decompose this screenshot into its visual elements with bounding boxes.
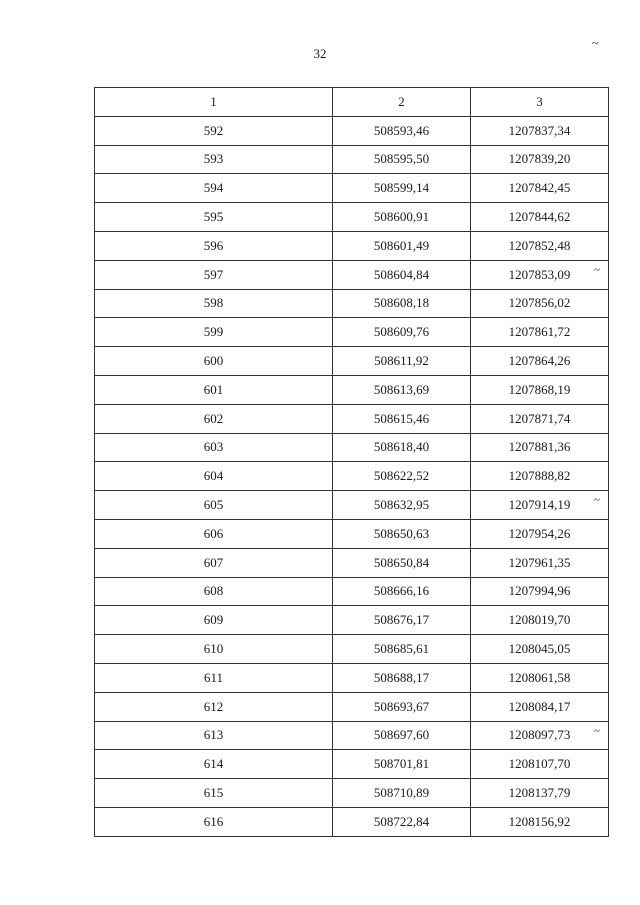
table-row xyxy=(95,145,609,174)
point-number-cell: 599 xyxy=(95,318,333,347)
y-coordinate-value: 1207871,74 xyxy=(508,410,571,426)
x-coordinate-cell: 508604,84 xyxy=(333,260,471,289)
x-coordinate-cell: 508593,46 xyxy=(333,116,471,145)
table-row xyxy=(95,462,609,491)
table-row xyxy=(95,721,609,750)
x-coordinate-cell: 508615,46 xyxy=(333,404,471,433)
y-coordinate-cell xyxy=(471,721,609,750)
point-number-cell: 594 xyxy=(95,174,333,203)
x-coordinate-cell: 508722,84 xyxy=(333,807,471,836)
y-coordinate-cell xyxy=(471,375,609,404)
x-coordinate-cell: 508701,81 xyxy=(333,750,471,779)
point-number-cell: 615 xyxy=(95,779,333,808)
y-coordinate-cell xyxy=(471,462,609,491)
point-number-cell: 610 xyxy=(95,635,333,664)
y-coordinate-cell xyxy=(471,203,609,232)
y-coordinate-cell xyxy=(471,750,609,779)
x-coordinate-cell: 508595,50 xyxy=(333,145,471,174)
y-coordinate-value: 1207842,45 xyxy=(508,180,571,196)
x-coordinate-cell: 508666,16 xyxy=(333,577,471,606)
coordinates-table xyxy=(94,87,609,837)
y-coordinate-value: 1207954,26 xyxy=(508,525,571,541)
table-row xyxy=(95,577,609,606)
point-number-cell: 598 xyxy=(95,289,333,318)
y-coordinate-value: 1207853,09 xyxy=(508,266,571,282)
y-coordinate-value: 1207914,19 xyxy=(508,497,571,513)
check-mark: ~ xyxy=(594,494,600,507)
page-number: 32 xyxy=(313,46,327,61)
y-coordinate-value: 1207994,96 xyxy=(508,583,571,599)
y-coordinate-cell xyxy=(471,692,609,721)
table-row xyxy=(95,404,609,433)
corner-mark: ~ xyxy=(592,36,599,50)
point-number-cell: 611 xyxy=(95,663,333,692)
x-coordinate-cell: 508609,76 xyxy=(333,318,471,347)
y-coordinate-cell xyxy=(471,663,609,692)
x-coordinate-cell: 508693,67 xyxy=(333,692,471,721)
table-row xyxy=(95,260,609,289)
table-row xyxy=(95,375,609,404)
table-row xyxy=(95,433,609,462)
table-row xyxy=(95,231,609,260)
x-coordinate-cell: 508710,89 xyxy=(333,779,471,808)
y-coordinate-value: 1208097,73 xyxy=(508,727,571,743)
x-coordinate-cell: 508685,61 xyxy=(333,635,471,664)
y-coordinate-cell xyxy=(471,231,609,260)
x-coordinate-cell: 508600,91 xyxy=(333,203,471,232)
y-coordinate-value: 1207852,48 xyxy=(508,237,571,253)
y-coordinate-value: 1208156,92 xyxy=(508,813,571,829)
y-coordinate-value: 1208107,70 xyxy=(508,756,571,772)
table-header-row xyxy=(95,88,609,117)
point-number-cell: 608 xyxy=(95,577,333,606)
point-number-cell: 606 xyxy=(95,519,333,548)
y-coordinate-cell xyxy=(471,577,609,606)
y-coordinate-value: 1207837,34 xyxy=(508,122,571,138)
y-coordinate-cell xyxy=(471,260,609,289)
point-number-cell: 605 xyxy=(95,491,333,520)
point-number-cell: 607 xyxy=(95,548,333,577)
y-coordinate-value: 1208019,70 xyxy=(508,612,571,628)
y-coordinate-cell xyxy=(471,606,609,635)
x-coordinate-cell: 508611,92 xyxy=(333,347,471,376)
y-coordinate-cell xyxy=(471,635,609,664)
x-coordinate-cell: 508650,63 xyxy=(333,519,471,548)
point-number-cell: 596 xyxy=(95,231,333,260)
table-row xyxy=(95,289,609,318)
y-coordinate-cell xyxy=(471,289,609,318)
y-coordinate-value: 1207856,02 xyxy=(508,295,571,311)
y-coordinate-value: 1207844,62 xyxy=(508,209,571,225)
table-row xyxy=(95,663,609,692)
table-row xyxy=(95,635,609,664)
x-coordinate-cell: 508622,52 xyxy=(333,462,471,491)
point-number-cell: 597 xyxy=(95,260,333,289)
check-mark: ~ xyxy=(594,263,600,276)
x-coordinate-cell: 508676,17 xyxy=(333,606,471,635)
y-coordinate-cell xyxy=(471,318,609,347)
y-coordinate-value: 1208045,05 xyxy=(508,641,571,657)
y-coordinate-cell xyxy=(471,519,609,548)
y-coordinate-value: 1208137,79 xyxy=(508,785,571,801)
y-coordinate-value: 1207861,72 xyxy=(508,324,571,340)
y-coordinate-cell xyxy=(471,548,609,577)
y-coordinate-cell xyxy=(471,433,609,462)
x-coordinate-cell: 508697,60 xyxy=(333,721,471,750)
point-number-cell: 592 xyxy=(95,116,333,145)
point-number-cell: 604 xyxy=(95,462,333,491)
y-coordinate-cell xyxy=(471,404,609,433)
point-number-cell: 593 xyxy=(95,145,333,174)
x-coordinate-cell: 508650,84 xyxy=(333,548,471,577)
x-coordinate-cell: 508599,14 xyxy=(333,174,471,203)
y-coordinate-cell xyxy=(471,145,609,174)
y-coordinate-value: 1207839,20 xyxy=(508,151,571,167)
point-number-cell: 614 xyxy=(95,750,333,779)
point-number-cell: 612 xyxy=(95,692,333,721)
table-row xyxy=(95,116,609,145)
table-row xyxy=(95,519,609,548)
y-coordinate-value: 1207868,19 xyxy=(508,381,571,397)
y-coordinate-cell xyxy=(471,491,609,520)
y-coordinate-cell xyxy=(471,116,609,145)
y-coordinate-value: 1207888,82 xyxy=(508,468,571,484)
table-row xyxy=(95,779,609,808)
point-number-cell: 602 xyxy=(95,404,333,433)
y-coordinate-value: 1207864,26 xyxy=(508,353,571,369)
table-row xyxy=(95,347,609,376)
table-row xyxy=(95,491,609,520)
table-row xyxy=(95,692,609,721)
point-number-cell: 595 xyxy=(95,203,333,232)
table-row xyxy=(95,548,609,577)
table-row xyxy=(95,606,609,635)
table-row xyxy=(95,174,609,203)
x-coordinate-cell: 508608,18 xyxy=(333,289,471,318)
column-header-2: 2 xyxy=(333,88,471,117)
y-coordinate-value: 1208061,58 xyxy=(508,669,571,685)
x-coordinate-cell: 508632,95 xyxy=(333,491,471,520)
y-coordinate-value: 1207961,35 xyxy=(508,554,571,570)
x-coordinate-cell: 508613,69 xyxy=(333,375,471,404)
point-number-cell: 609 xyxy=(95,606,333,635)
table-row xyxy=(95,203,609,232)
y-coordinate-value: 1208084,17 xyxy=(508,698,571,714)
column-header-3: 3 xyxy=(471,88,609,117)
point-number-cell: 613 xyxy=(95,721,333,750)
table-row xyxy=(95,318,609,347)
point-number-cell: 600 xyxy=(95,347,333,376)
check-mark: ~ xyxy=(594,724,600,737)
y-coordinate-value: 1207881,36 xyxy=(508,439,571,455)
table-row xyxy=(95,807,609,836)
table-body xyxy=(95,116,609,836)
x-coordinate-cell: 508601,49 xyxy=(333,231,471,260)
y-coordinate-cell xyxy=(471,807,609,836)
y-coordinate-cell xyxy=(471,174,609,203)
x-coordinate-cell: 508688,17 xyxy=(333,663,471,692)
point-number-cell: 601 xyxy=(95,375,333,404)
x-coordinate-cell: 508618,40 xyxy=(333,433,471,462)
point-number-cell: 616 xyxy=(95,807,333,836)
column-header-1: 1 xyxy=(95,88,333,117)
y-coordinate-cell xyxy=(471,347,609,376)
y-coordinate-cell xyxy=(471,779,609,808)
table-row xyxy=(95,750,609,779)
point-number-cell: 603 xyxy=(95,433,333,462)
